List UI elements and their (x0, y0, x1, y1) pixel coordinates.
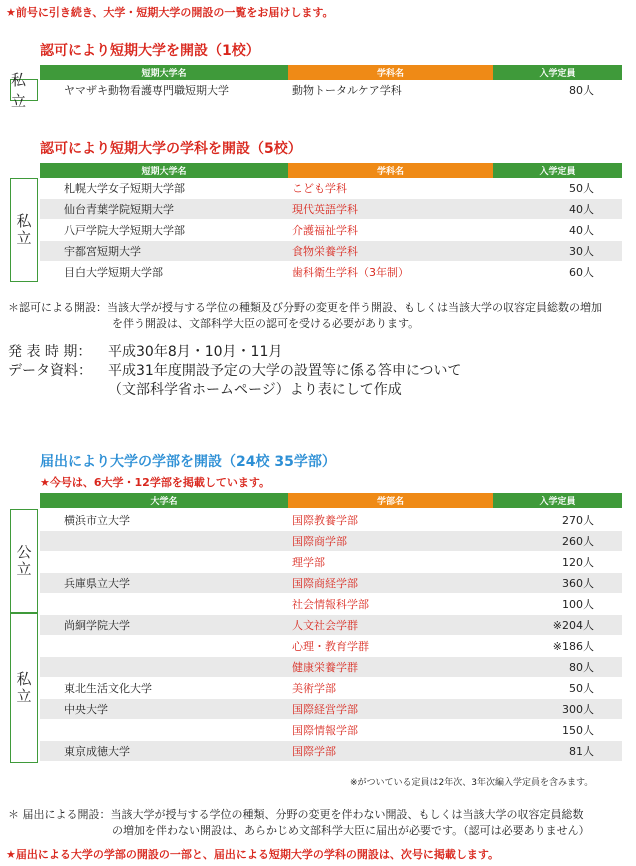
table-row (40, 720, 622, 740)
table-row (40, 262, 622, 282)
section3-group-private: 私立 (10, 613, 38, 763)
dept-name: 人文社会学群 (292, 619, 358, 632)
capacity: 50人 (569, 182, 594, 195)
section2-group-label: 私立 (10, 178, 38, 282)
section3-header (40, 493, 622, 508)
dept-name: 社会情報科学部 (292, 598, 369, 611)
publication-source-value2: （文部科学省ホームページ）より表にして作成 (108, 382, 402, 398)
dept-name: 国際経営学部 (292, 703, 358, 716)
school-name: 尚絅学院大学 (64, 619, 130, 632)
intro-text: ★前号に引き続き、大学・短期大学の開設の一覧をお届けします。 (6, 6, 334, 19)
note1-line1: ＊認可による開設：当該大学が授与する学位の種類及び分野の変更を伴う開設、もしくは当該大学の収容定員総数の増加 (8, 301, 602, 314)
dept-name: 国際商経学部 (292, 577, 358, 590)
capacity: 30人 (569, 245, 594, 258)
closing-text: ★届出による大学の学部の開設の一部と、届出による短期大学の学科の開設は、次号に掲載します。 (6, 848, 499, 861)
table-row (40, 615, 622, 635)
dept-name: 心理・教育学群 (292, 640, 369, 653)
dept-name: こども学科 (292, 182, 347, 195)
section1-header (40, 65, 622, 80)
table-row (40, 657, 622, 677)
dept-name: 国際情報学部 (292, 724, 358, 737)
capacity: 80人 (569, 661, 594, 674)
dept-name: 食物栄養学科 (292, 245, 358, 258)
header-capacity: 入学定員 (493, 493, 622, 508)
capacity: 360人 (562, 577, 594, 590)
header-school: 短期大学名 (40, 65, 288, 80)
school-name: 東京成徳大学 (64, 745, 130, 758)
header-dept: 学科名 (288, 163, 493, 178)
header-dept: 学科名 (288, 65, 493, 80)
capacity: 270人 (562, 514, 594, 527)
capacity: 150人 (562, 724, 594, 737)
capacity: 80人 (569, 84, 594, 97)
dept-name: 国際学部 (292, 745, 336, 758)
table-row (40, 699, 622, 719)
school-name: 横浜市立大学 (64, 514, 130, 527)
dept-name: 国際教養学部 (292, 514, 358, 527)
publication-date-label: 発 表 時 期： (8, 344, 92, 360)
note2-line1: ＊ 届出による開設：当該大学が授与する学位の種類、分野の変更を伴わない開設、もしくは当該大学の収容定員総数 (8, 808, 584, 821)
table-row (40, 80, 622, 100)
dept-name: 理学部 (292, 556, 325, 569)
header-school: 短期大学名 (40, 163, 288, 178)
table-row (40, 552, 622, 572)
header-capacity: 入学定員 (493, 65, 622, 80)
publication-source-value1: 平成31年度開設予定の大学の設置等に係る答申について (108, 363, 462, 379)
publication-source-label: データ資料： (8, 363, 92, 379)
header-dept: 学部名 (288, 493, 493, 508)
capacity: 50人 (569, 682, 594, 695)
table-row (40, 678, 622, 698)
section1-title: 認可により短期大学を開設（1校） (40, 43, 260, 59)
school-name: 兵庫県立大学 (64, 577, 130, 590)
section2-header (40, 163, 622, 178)
publication-date-value: 平成30年8月・10月・11月 (108, 344, 283, 360)
school-name: 宇都宮短期大学 (64, 245, 141, 258)
capacity: 120人 (562, 556, 594, 569)
capacity: 40人 (569, 203, 594, 216)
capacity: ※204人 (552, 619, 594, 632)
table-row (40, 594, 622, 614)
school-name: 東北生活文化大学 (64, 682, 152, 695)
dept-name: 介護福祉学科 (292, 224, 358, 237)
section1-group-label: 私立 (10, 79, 38, 101)
table-row (40, 510, 622, 530)
table-row (40, 741, 622, 761)
school-name: 札幌大学女子短期大学部 (64, 182, 185, 195)
table-row (40, 241, 622, 261)
capacity: 100人 (562, 598, 594, 611)
section3-subnote: ★今号は、6大学・12学部を掲載しています。 (40, 476, 270, 489)
dept-name: 健康栄養学群 (292, 661, 358, 674)
section3-group-public: 公立 (10, 509, 38, 613)
header-school: 大学名 (40, 493, 288, 508)
header-capacity: 入学定員 (493, 163, 622, 178)
section2-title: 認可により短期大学の学科を開設（5校） (40, 141, 302, 157)
dept-name: 国際商学部 (292, 535, 347, 548)
note1-line2: を伴う開設は、文部科学大臣の認可を受ける必要があります。 (112, 317, 420, 330)
school-name: 中央大学 (64, 703, 108, 716)
capacity: 60人 (569, 266, 594, 279)
dept-name: 美術学部 (292, 682, 336, 695)
capacity: 40人 (569, 224, 594, 237)
table-row (40, 531, 622, 551)
table-row (40, 636, 622, 656)
dept-name: 動物トータルケア学科 (292, 84, 402, 97)
capacity: 81人 (569, 745, 594, 758)
school-name: 八戸学院大学短期大学部 (64, 224, 185, 237)
section3-title: 届出により大学の学部を開設（24校 35学部） (40, 454, 336, 470)
table-row (40, 573, 622, 593)
capacity: 260人 (562, 535, 594, 548)
dept-name: 現代英語学科 (292, 203, 358, 216)
table-row (40, 199, 622, 219)
table-row (40, 220, 622, 240)
dept-name: 歯科衛生学科（3年制） (292, 266, 409, 279)
note2-line2: の増加を伴わない開設は、あらかじめ文部科学大臣に届出が必要です。（認可は必要ありません） (112, 824, 590, 837)
school-name: 目白大学短期大学部 (64, 266, 163, 279)
school-name: ヤマザキ動物看護専門職短期大学 (64, 84, 229, 97)
capacity: 300人 (562, 703, 594, 716)
section3-footnote: ※がついている定員は2年次、3年次編入学定員を含みます。 (350, 778, 594, 788)
school-name: 仙台青葉学院短期大学 (64, 203, 174, 216)
table-row (40, 178, 622, 198)
capacity: ※186人 (552, 640, 594, 653)
